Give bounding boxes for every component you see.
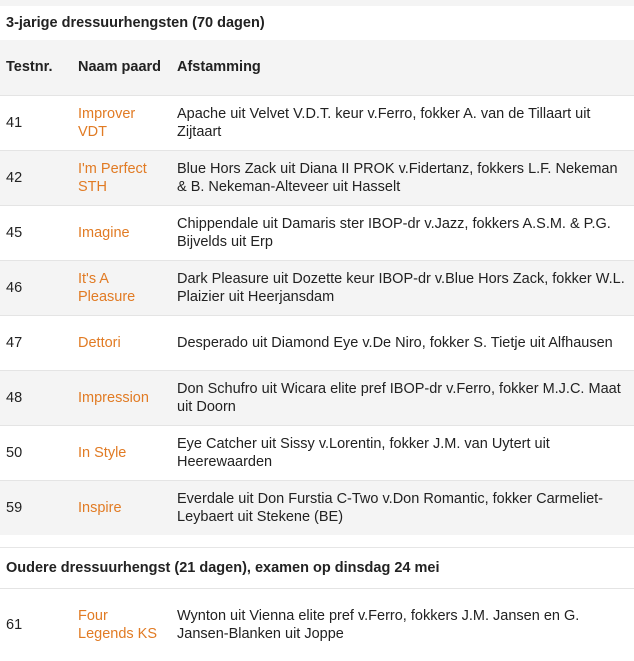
cell-testnr: 50: [0, 426, 72, 481]
section-title-3-jarige: 3-jarige dressuurhengsten (70 dagen): [0, 6, 634, 40]
cell-testnr: 45: [0, 206, 72, 261]
cell-naam: [72, 96, 171, 151]
horse-name-link[interactable]: Imagine: [78, 225, 130, 241]
cell-testnr: 42: [0, 151, 72, 206]
cell-naam: [72, 589, 171, 661]
section-title-oudere: Oudere dressuurhengst (21 dagen), examen op dinsdag 24 mei: [0, 547, 634, 588]
cell-naam: [72, 426, 171, 481]
cell-afstamming: Dark Pleasure uit Dozette keur IBOP-dr v.Blue Hors Zack, fokker W.L. Plaizier uit Heerjansdam: [171, 261, 634, 316]
table-row: [0, 371, 634, 426]
cell-afstamming: Blue Hors Zack uit Diana II PROK v.Fidertanz, fokkers L.F. Nekeman & B. Nekeman-Alteveer uit Hasselt: [171, 151, 634, 206]
horse-name-link[interactable]: Inspire: [78, 500, 122, 516]
cell-afstamming: Chippendale uit Damaris ster IBOP-dr v.Jazz, fokkers A.S.M. & P.G. Bijvelds uit Erp: [171, 206, 634, 261]
cell-naam: [72, 261, 171, 316]
table-row: [0, 589, 634, 661]
horse-name-link[interactable]: Impression: [78, 390, 149, 406]
horse-name-link[interactable]: Four Legends KS: [78, 608, 157, 642]
cell-afstamming: Everdale uit Don Furstia C-Two v.Don Romantic, fokker Carmeliet-Leybaert uit Stekene (BE): [171, 481, 634, 536]
cell-naam: [72, 206, 171, 261]
cell-naam: [72, 151, 171, 206]
cell-testnr: 47: [0, 316, 72, 371]
table-row: [0, 261, 634, 316]
horse-name-link[interactable]: Dettori: [78, 335, 121, 351]
header-naam-paard: Naam paard: [72, 40, 171, 96]
table-header-row: [0, 40, 634, 96]
cell-testnr: 48: [0, 371, 72, 426]
cell-testnr: 59: [0, 481, 72, 536]
cell-afstamming: Wynton uit Vienna elite pref v.Ferro, fokkers J.M. Jansen en G. Jansen-Blanken uit Joppe: [171, 589, 634, 661]
header-testnr: Testnr.: [0, 40, 72, 96]
horse-name-link[interactable]: It's A Pleasure: [78, 271, 135, 305]
horse-name-link[interactable]: In Style: [78, 445, 126, 461]
cell-testnr: 61: [0, 589, 72, 661]
cell-testnr: 41: [0, 96, 72, 151]
cell-naam: [72, 316, 171, 371]
cell-afstamming: Don Schufro uit Wicara elite pref IBOP-dr v.Ferro, fokker M.J.C. Maat uit Doorn: [171, 371, 634, 426]
table-row: [0, 151, 634, 206]
cell-testnr: 46: [0, 261, 72, 316]
cell-afstamming: Apache uit Velvet V.D.T. keur v.Ferro, fokker A. van de Tillaart uit Zijtaart: [171, 96, 634, 151]
table-row: [0, 316, 634, 371]
header-afstamming: Afstamming: [171, 40, 634, 96]
table-row: [0, 481, 634, 536]
cell-afstamming: Eye Catcher uit Sissy v.Lorentin, fokker J.M. van Uytert uit Heerewaarden: [171, 426, 634, 481]
cell-naam: [72, 371, 171, 426]
table-row: [0, 426, 634, 481]
horse-name-link[interactable]: I'm Perfect STH: [78, 161, 147, 195]
cell-naam: [72, 481, 171, 536]
stallion-table-oudere: [0, 588, 634, 661]
table-row: [0, 206, 634, 261]
table-row: [0, 96, 634, 151]
cell-afstamming: Desperado uit Diamond Eye v.De Niro, fokker S. Tietje uit Alfhausen: [171, 316, 634, 371]
horse-name-link[interactable]: Improver VDT: [78, 106, 135, 140]
stallion-table-3-jarige: [0, 40, 634, 535]
